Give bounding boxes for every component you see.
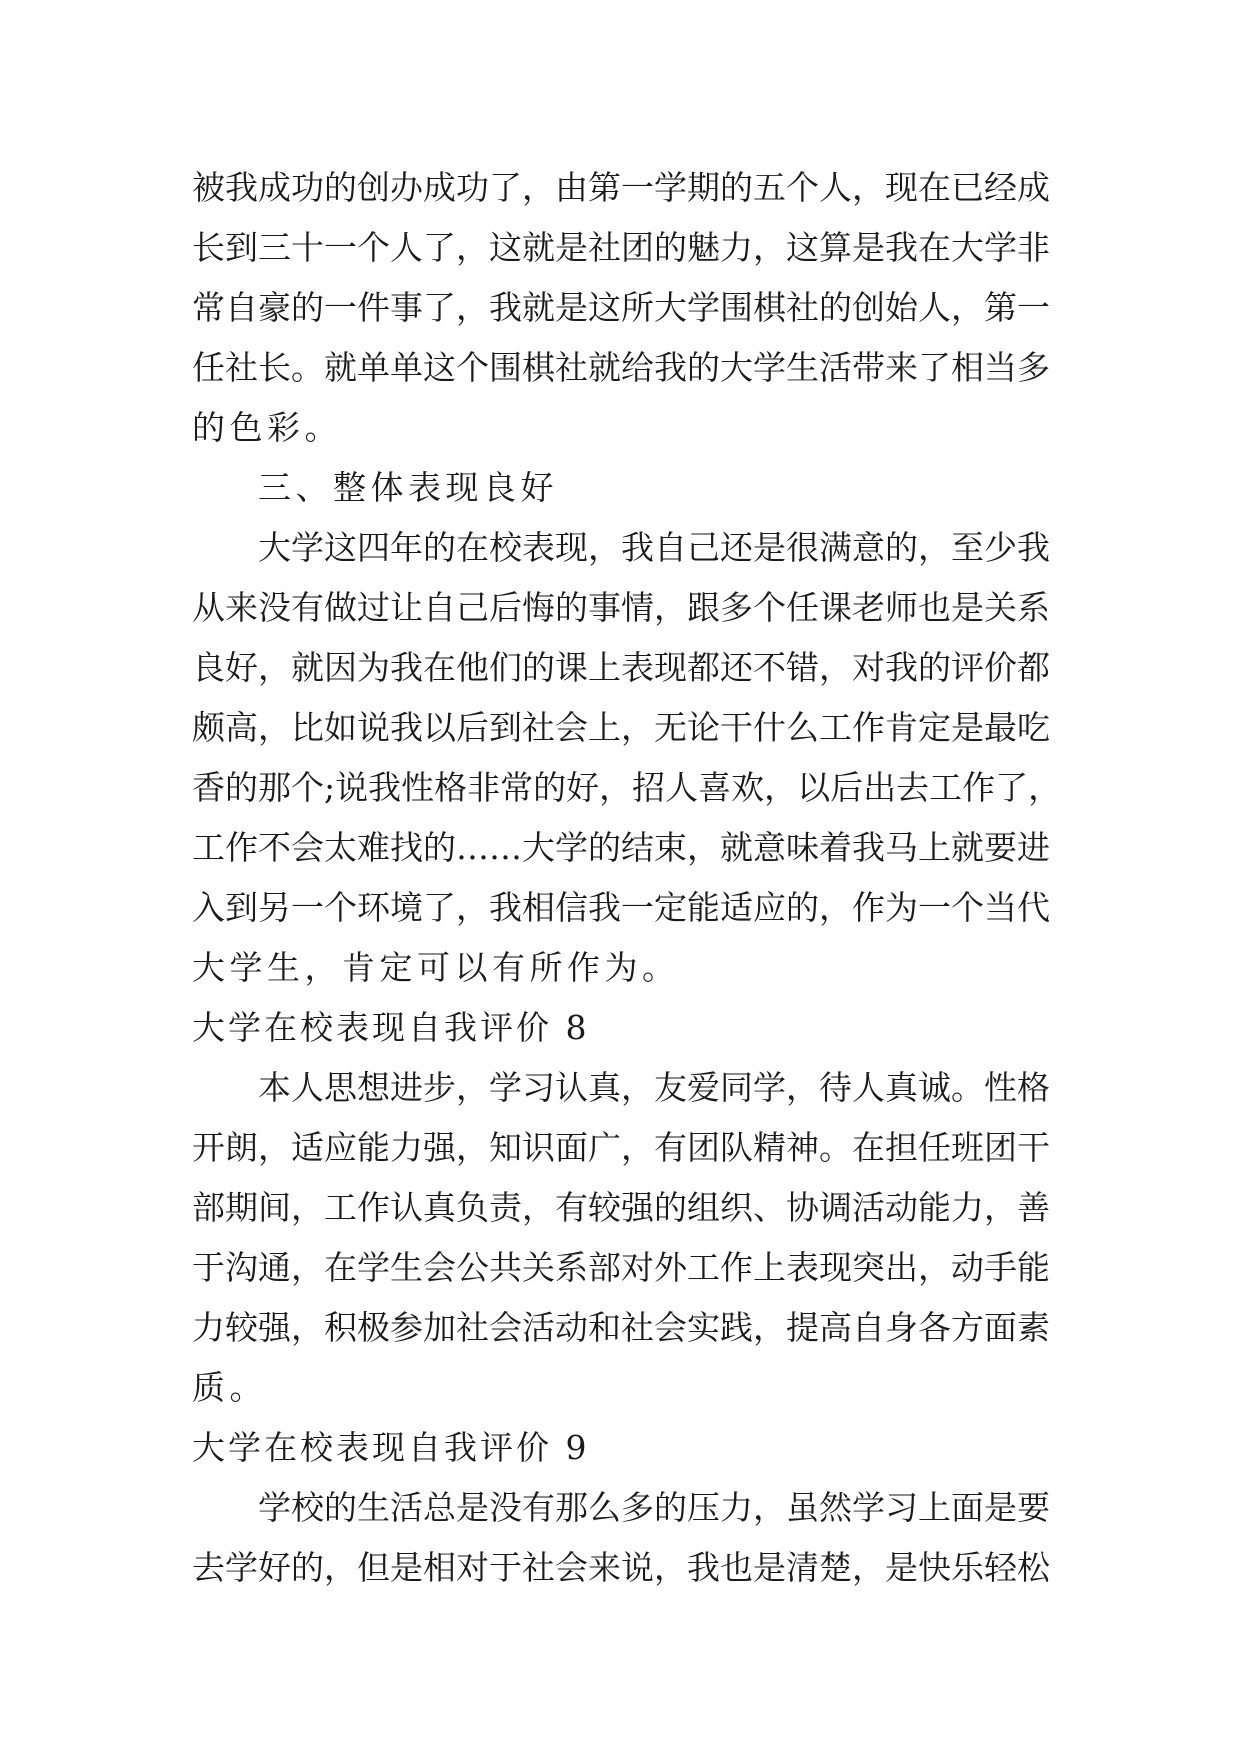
text-line: 长到三十一个人了，这就是社团的魅力，这算是我在大学非 — [192, 228, 1050, 267]
text-line: 质。 — [192, 1368, 267, 1407]
section-heading: 大学在校表现自我评价 8 — [192, 1008, 590, 1047]
text-line: 工作不会太难找的……大学的结束，就意味着我马上就要进 — [192, 828, 1050, 867]
text-line: 常自豪的一件事了，我就是这所大学围棋社的创始人，第一 — [192, 288, 1050, 327]
section-subheading: 三、整体表现良好 — [258, 468, 558, 507]
text-line: 从来没有做过让自己后悔的事情，跟多个任课老师也是关系 — [192, 588, 1050, 627]
text-line: 力较强，积极参加社会活动和社会实践，提高自身各方面素 — [192, 1308, 1050, 1347]
text-line: 大学生，肯定可以有所作为。 — [192, 948, 680, 987]
document-body — [192, 158, 1062, 1598]
text-line: 颇高，比如说我以后到社会上，无论干什么工作肯定是最吃 — [192, 708, 1050, 747]
text-line: 去学好的，但是相对于社会来说，我也是清楚，是快乐轻松 — [192, 1548, 1050, 1587]
text-line: 良好，就因为我在他们的课上表现都还不错，对我的评价都 — [192, 648, 1050, 687]
section-heading: 大学在校表现自我评价 9 — [192, 1428, 590, 1467]
text-line: 入到另一个环境了，我相信我一定能适应的，作为一个当代 — [192, 888, 1050, 927]
text-line: 香的那个;说我性格非常的好，招人喜欢，以后出去工作了， — [192, 768, 1062, 807]
text-line: 开朗，适应能力强，知识面广，有团队精神。在担任班团干 — [192, 1128, 1050, 1167]
text-line: 的色彩。 — [192, 408, 342, 447]
text-line: 于沟通，在学生会公共关系部对外工作上表现突出，动手能 — [192, 1248, 1050, 1287]
text-line: 部期间，工作认真负责，有较强的组织、协调活动能力，善 — [192, 1188, 1050, 1227]
text-line: 学校的生活总是没有那么多的压力，虽然学习上面是要 — [258, 1488, 1050, 1527]
text-line: 大学这四年的在校表现，我自己还是很满意的，至少我 — [258, 528, 1050, 567]
text-line: 本人思想进步，学习认真，友爱同学，待人真诚。性格 — [258, 1068, 1050, 1107]
text-line: 被我成功的创办成功了，由第一学期的五个人，现在已经成 — [192, 168, 1050, 207]
text-line: 任社长。就单单这个围棋社就给我的大学生活带来了相当多 — [192, 348, 1050, 387]
